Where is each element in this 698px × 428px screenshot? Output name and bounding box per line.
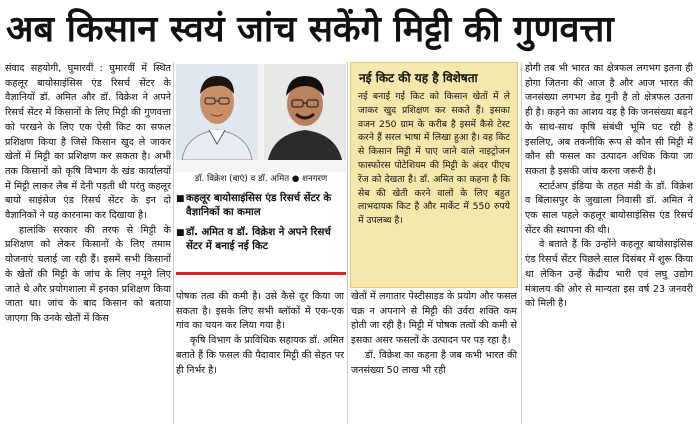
feature-box-title: नई किट की यह है विशेषता [359, 71, 478, 85]
paragraph: हालांकि सरकार की तरफ से मिट्टी के प्रशिक्षण को लेकर किसानों के लिए तमाम योजनाएं चलाई जा रही हैं। इसमें सभी किसानों के खेतों की मिट्टी के जांच के लिए नमूने लिए जाते थे और प्रयोगशाला में इनका प्रशिक्षण किया जाता था। जांच के बाद किसान को बताया जाएगा कि उनके खेतों में किस [5, 224, 171, 324]
paragraph: कृषि विभाग के प्राविधिक सहायक डॉ. अमित बताते हैं कि फसल की पैदावार मिट्टी की सेहत पर ही निर्भर है। [176, 335, 344, 376]
column-divider [347, 62, 348, 424]
article-column-1 [5, 62, 171, 424]
person-photo [264, 64, 346, 160]
article-column-2 [176, 290, 344, 424]
highlight-item: ■ डॉ. अमित व डॉ. विक्रेश ने अपने रिसर्च सेंटर में बनाई नई किट [176, 226, 346, 254]
photo-strip [176, 64, 346, 172]
highlight-item: ■ कहलूर बायोसाइंसिस एंड रिसर्च सेंटर के वैज्ञानिकों का कमाल [176, 192, 346, 220]
paragraph: डॉ. विक्रेश का कहना है जब कभी भारत की जनसंख्या 50 लाख भी रही [351, 349, 517, 376]
article-column-4 [525, 62, 693, 424]
photo-caption: डॉ. विक्रेश (बाएं) व डॉ. अमित ● शनगरण [194, 174, 328, 184]
paragraph: खेतों में लगातार पेस्टीसाइड के प्रयोग और फसल चक्र न अपनाने से मिट्टी की उर्वरा शक्ति कम होती जा रही है। मिट्टी में पोषक तत्वों की कमी से इसका असर फसलों के उत्पादन पर पड़ रहा है। [351, 291, 517, 347]
column-divider [521, 62, 522, 424]
person-photo [176, 64, 258, 160]
paragraph: संवाद सहयोगी, घुमारवीं : घुमारवीं में स्थित कहलूर बायोसाइंसिस एंड रिसर्च सेंटर के वैज्ञानियों डॉ. अमित और डॉ. विक्रेश ने अपने रिसर्च सेंटर में किसानों के लिए मिट्टी की गुणवत्ता को परखने के लिए एक ऐसी किट का सफल प्रशिक्षण किया है जिसे किसान खुद ले जाकर खेतों में मिट्टी का प्रशिक्षण कर सकता है। अभी तक किसानों को कृषि विभाग के खंड कार्यालयों में मिट्टी लाकर लैब में देनी पड़ती थी परंतु कहलूर बायो साइंसेज एंड रिसर्च सेंटर के इन दो वैज्ञानिकों ने यह कारनामा कर दिखाया है। [5, 63, 171, 222]
paragraph: स्टार्टअप इंडिया के तहत मंडी के डॉ. विक्रेश व बिलासपुर के जुखाला निवासी डॉ. अमित ने एक साल पहले कहलूर बायोसाइंसिस एंड रिसर्च सेंटर की स्थापना की थी। [525, 180, 693, 236]
paragraph: होगी तब भी भारत का क्षेत्रफल लगभग इतना ही होगा जितना की आज है और आज भारत की जनसंख्या लगभग डेढ़ गुनी है तो क्षेत्रफल उतना ही है। कहने का आशय यह है कि जनसंख्या बढ़ने के साथ-साथ कृषि संबंधी भूमि घट रही है इसलिए, अब तकनीकि रूप से कौन सी मिट्टी में कौन सी फसल का उत्पादन अधिक किया जा सकता है इसकी जांच करना जरूरी है। [525, 63, 693, 177]
headline: अब किसान स्वयं जांच सकेंगे मिट्टी की गुणवत्ता [6, 9, 614, 50]
red-rule [176, 272, 346, 275]
column-divider [173, 62, 174, 424]
highlights-list [176, 192, 346, 260]
feature-box-text: नई बनाई गई किट को किसान खेतों में ले जाकर खुद प्रशिक्षण कर सकते हैं। इसका वजन 250 ग्राम के करीब है इसमें कैसे टेस्ट करने हैं सरल भाषा में लिखा हुआ है। वह किट से किसान मिट्टी में पाए जाने वाले नाइट्रोजन फास्फोरस पोटेशियम की मिट्टी के अंदर पीएच रेंज को देखता है। डॉ. अमित का कहना है कि सेब की खेती करने वालों के लिए बहुत लाभदायक किट है और मार्केट में 550 रुपये में उपलब्ध है। [358, 91, 510, 227]
photo-dr-vikresh [176, 64, 258, 160]
paragraph: वे बताते हैं कि उन्होंने कहलूर बायोसाइंसिस एंड रिसर्च सेंटर पिछले साल दिसंबर में शुरू किया था लेकिन उन्हें केंद्रीय भारी एवं लघु उद्योग मंत्रालय की ओर से मान्यता इस वर्ष 23 जनवरी को मिली है। [525, 239, 693, 310]
photo-dr-amit [264, 64, 346, 160]
paragraph: पोषक तत्व की कमी है। उसे कैसे दूर किया जा सकता है। इसके लिए सभी ब्लॉकों में एक-एक गांव का चयन कर लिया गया है। [176, 291, 344, 332]
feature-box [350, 62, 518, 288]
article-column-3 [351, 290, 517, 424]
